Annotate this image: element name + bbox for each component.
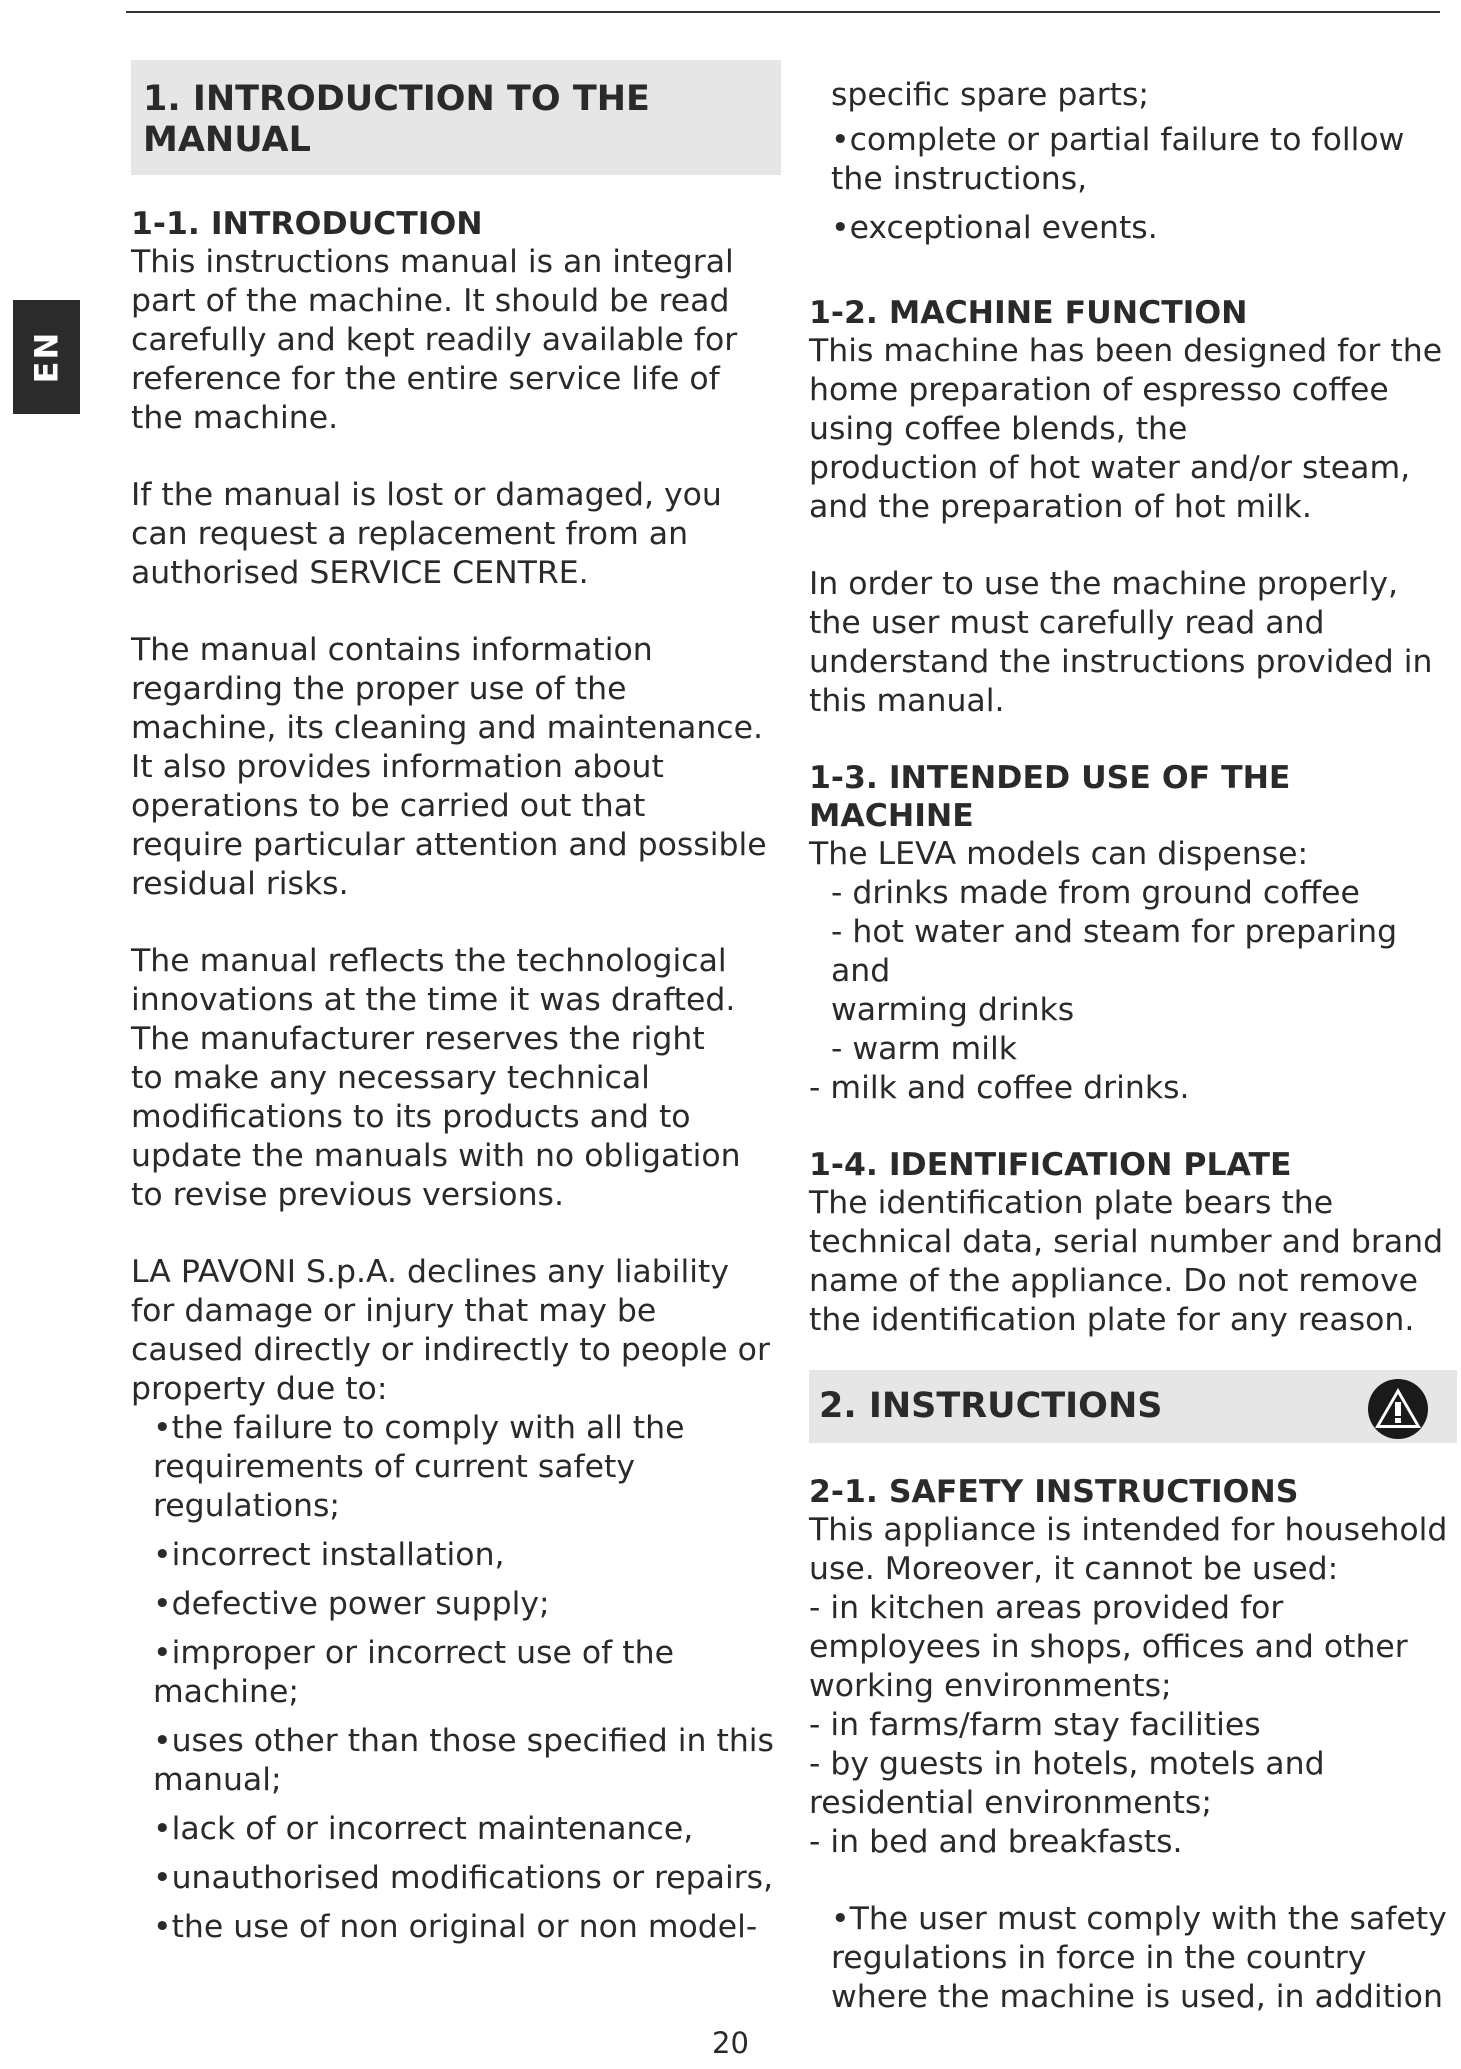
warning-icon: [1367, 1378, 1429, 1440]
liability-paragraph: LA PAVONI S.p.A. declines any liability for damage or injury that may be caused directly or indirectly to people or property due to:: [131, 1254, 770, 1407]
page-number: 20: [712, 2026, 749, 2060]
list-item: •unauthorised modifications or repairs,: [153, 1860, 774, 1896]
language-label: EN: [27, 330, 66, 384]
section-1-heading: [131, 60, 781, 175]
list-item: •the failure to comply with all the requirements of current safety regulations;: [153, 1410, 685, 1524]
subsection-2-1-title: 2-1. SAFETY INSTRUCTIONS: [809, 1474, 1299, 1510]
proper-use-paragraph: In order to use the machine properly, the user must carefully read and understand the instructions provided in this manual.: [809, 566, 1433, 719]
leva-list: [809, 874, 1457, 1108]
subsection-1-4-title: 1-4. IDENTIFICATION PLATE: [809, 1147, 1292, 1183]
top-rule: [126, 11, 1440, 13]
list-item: •incorrect installation,: [153, 1537, 505, 1573]
section-2-heading: [809, 1370, 1457, 1443]
list-item: •exceptional events.: [831, 210, 1158, 246]
continued-line: specific spare parts;: [831, 77, 1150, 113]
intro-paragraph-1: This instructions manual is an integral part of the machine. It should be read carefully and kept readily available for reference for the entire service life of the machine.: [131, 244, 738, 436]
list-item: - warm milk: [831, 1031, 1017, 1067]
list-item: •improper or incorrect use of the machine;: [153, 1635, 674, 1710]
safety-paragraph: This appliance is intended for household use. Moreover, it cannot be used: - in kitchen areas provided for employees in shops, offices and other working environments; - in farms/farm stay facilities - by guests in hotels, motels and residential environments; - in bed and breakfasts.: [809, 1512, 1448, 1860]
list-item: - hot water and steam for preparing and: [831, 914, 1398, 989]
list-item: •the use of non original or non model-: [153, 1909, 758, 1945]
list-item: - drinks made from ground coffee: [831, 875, 1360, 911]
user-compliance-paragraph: •The user must comply with the safety regulations in force in the country where the machine is used, in addition: [831, 1901, 1447, 2015]
subsection-1-1-title: 1-1. INTRODUCTION: [131, 206, 483, 242]
section-2-title: 2. INSTRUCTIONS: [819, 1386, 1163, 1426]
function-paragraph: This machine has been designed for the home preparation of espresso coffee using coffee blends, the production of hot water and/or steam, and the preparation of hot milk.: [809, 333, 1443, 525]
list-item: •lack of or incorrect maintenance,: [153, 1811, 694, 1847]
left-column: [131, 60, 781, 1957]
subsection-1-3-title: 1-3. INTENDED USE OF THE MACHINE: [809, 760, 1291, 834]
intro-paragraph-2: If the manual is lost or damaged, you can request a replacement from an authorised SERVICE CENTRE.: [131, 477, 722, 591]
list-item: •defective power supply;: [153, 1586, 550, 1622]
section-1-title: 1. INTRODUCTION TO THE MANUAL: [143, 79, 650, 160]
list-item: - milk and coffee drinks.: [809, 1070, 1190, 1106]
intro-paragraph-4: The manual reflects the technological innovations at the time it was drafted. The manufacturer reserves the right to make any necessary technical modifications to its products and to update the manuals with no obligation to revise previous versions.: [131, 943, 741, 1213]
list-item: •uses other than those specified in this manual;: [153, 1723, 774, 1798]
list-item: warming drinks: [831, 992, 1075, 1028]
language-tab: [13, 300, 80, 414]
leva-intro: The LEVA models can dispense:: [809, 836, 1309, 872]
intro-paragraph-3: The manual contains information regarding the proper use of the machine, its cleaning and maintenance. It also provides information about operations to be carried out that require particular attention and possible residual risks.: [131, 632, 767, 902]
list-item: •complete or partial failure to follow the instructions,: [831, 122, 1405, 197]
plate-paragraph: The identification plate bears the technical data, serial number and brand name of the appliance. Do not remove the identification plate for any reason.: [809, 1185, 1444, 1338]
subsection-1-2-title: 1-2. MACHINE FUNCTION: [809, 295, 1248, 331]
right-column: [809, 76, 1457, 2017]
liability-list: [131, 1409, 781, 1947]
continued-list: [809, 121, 1457, 248]
